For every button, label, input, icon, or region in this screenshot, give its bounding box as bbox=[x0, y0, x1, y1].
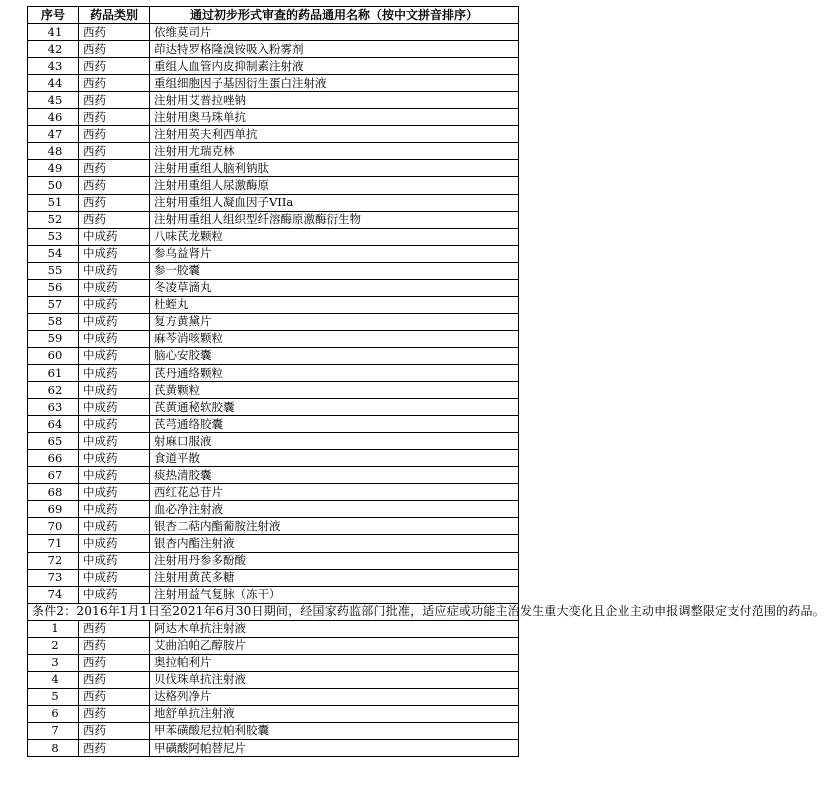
table-row bbox=[28, 364, 519, 381]
row-drug-name: 射麻口服液 bbox=[150, 433, 519, 450]
row-drug-name: 注射用益气复脉（冻干） bbox=[150, 586, 519, 603]
row-drug-name: 参一胶囊 bbox=[150, 262, 519, 279]
row-drug-name: 芪黄通秘软胶囊 bbox=[150, 399, 519, 416]
row-drug-name: 甲苯磺酸尼拉帕利胶囊 bbox=[150, 722, 519, 739]
table-row bbox=[28, 416, 519, 433]
row-number: 64 bbox=[28, 416, 79, 433]
row-category: 西药 bbox=[79, 637, 150, 654]
table-row bbox=[28, 262, 519, 279]
row-category: 中成药 bbox=[79, 586, 150, 603]
table-row bbox=[28, 654, 519, 671]
table-body-condition-1 bbox=[28, 24, 519, 604]
row-number: 59 bbox=[28, 330, 79, 347]
row-number: 4 bbox=[28, 671, 79, 688]
row-number: 57 bbox=[28, 296, 79, 313]
row-category: 西药 bbox=[79, 109, 150, 126]
table-row bbox=[28, 75, 519, 92]
row-drug-name: 食道平散 bbox=[150, 450, 519, 467]
row-number: 60 bbox=[28, 347, 79, 364]
row-category: 西药 bbox=[79, 75, 150, 92]
table-row bbox=[28, 450, 519, 467]
row-number: 67 bbox=[28, 467, 79, 484]
row-drug-name: 注射用艾普拉唑钠 bbox=[150, 92, 519, 109]
drug-list-table bbox=[27, 6, 825, 757]
table-row bbox=[28, 92, 519, 109]
row-category: 西药 bbox=[79, 92, 150, 109]
table-row bbox=[28, 143, 519, 160]
row-number: 47 bbox=[28, 126, 79, 143]
row-category: 中成药 bbox=[79, 279, 150, 296]
table-body-condition-2 bbox=[28, 620, 519, 756]
row-category: 中成药 bbox=[79, 467, 150, 484]
row-category: 西药 bbox=[79, 160, 150, 177]
row-number: 5 bbox=[28, 688, 79, 705]
row-drug-name: 注射用重组人尿激酶原 bbox=[150, 177, 519, 194]
table-row bbox=[28, 688, 519, 705]
row-category: 西药 bbox=[79, 177, 150, 194]
row-category: 西药 bbox=[79, 24, 150, 41]
row-number: 63 bbox=[28, 399, 79, 416]
table-row bbox=[28, 347, 519, 364]
table-row bbox=[28, 245, 519, 262]
row-number: 58 bbox=[28, 313, 79, 330]
row-category: 中成药 bbox=[79, 347, 150, 364]
row-number: 52 bbox=[28, 211, 79, 228]
row-drug-name: 杜蛭丸 bbox=[150, 296, 519, 313]
row-category: 中成药 bbox=[79, 535, 150, 552]
row-category: 西药 bbox=[79, 58, 150, 75]
row-number: 1 bbox=[28, 620, 79, 637]
row-drug-name: 注射用英夫利西单抗 bbox=[150, 126, 519, 143]
table-row bbox=[28, 126, 519, 143]
row-number: 62 bbox=[28, 382, 79, 399]
row-category: 中成药 bbox=[79, 296, 150, 313]
table-row bbox=[28, 109, 519, 126]
table-row bbox=[28, 740, 519, 757]
row-drug-name: 重组人血管内皮抑制素注射液 bbox=[150, 58, 519, 75]
row-category: 中成药 bbox=[79, 416, 150, 433]
row-drug-name: 西红花总苷片 bbox=[150, 484, 519, 501]
row-drug-name: 痰热清胶囊 bbox=[150, 467, 519, 484]
table-row bbox=[28, 194, 519, 211]
table-row bbox=[28, 211, 519, 228]
row-number: 43 bbox=[28, 58, 79, 75]
row-drug-name: 阿达木单抗注射液 bbox=[150, 620, 519, 637]
row-category: 西药 bbox=[79, 688, 150, 705]
header-category: 药品类别 bbox=[79, 7, 150, 24]
row-number: 7 bbox=[28, 722, 79, 739]
row-number: 46 bbox=[28, 109, 79, 126]
row-number: 42 bbox=[28, 41, 79, 58]
table-row bbox=[28, 24, 519, 41]
row-number: 61 bbox=[28, 364, 79, 381]
row-drug-name: 奥拉帕利片 bbox=[150, 654, 519, 671]
row-category: 中成药 bbox=[79, 330, 150, 347]
row-drug-name: 银杏内酯注射液 bbox=[150, 535, 519, 552]
row-number: 71 bbox=[28, 535, 79, 552]
row-category: 中成药 bbox=[79, 313, 150, 330]
row-category: 中成药 bbox=[79, 433, 150, 450]
table-row bbox=[28, 313, 519, 330]
row-number: 68 bbox=[28, 484, 79, 501]
table-row bbox=[28, 228, 519, 245]
row-drug-name: 注射用重组人组织型纤溶酶原激酶衍生物 bbox=[150, 211, 519, 228]
table-row bbox=[28, 467, 519, 484]
row-drug-name: 芪丹通络颗粒 bbox=[150, 364, 519, 381]
row-drug-name: 注射用黄芪多糖 bbox=[150, 569, 519, 586]
table-row bbox=[28, 586, 519, 603]
row-category: 西药 bbox=[79, 722, 150, 739]
row-number: 74 bbox=[28, 586, 79, 603]
row-category: 中成药 bbox=[79, 228, 150, 245]
table-row bbox=[28, 41, 519, 58]
row-drug-name: 芪黄颗粒 bbox=[150, 382, 519, 399]
row-drug-name: 注射用重组人凝血因子VIIa bbox=[150, 194, 519, 211]
row-drug-name: 注射用重组人脑利钠肽 bbox=[150, 160, 519, 177]
condition-note-row bbox=[28, 603, 519, 620]
table-row bbox=[28, 552, 519, 569]
table-row bbox=[28, 569, 519, 586]
table-row bbox=[28, 705, 519, 722]
row-number: 56 bbox=[28, 279, 79, 296]
row-number: 41 bbox=[28, 24, 79, 41]
row-category: 中成药 bbox=[79, 245, 150, 262]
table-row bbox=[28, 637, 519, 654]
table-row bbox=[28, 484, 519, 501]
header-number: 序号 bbox=[28, 7, 79, 24]
table-row bbox=[28, 399, 519, 416]
row-drug-name: 复方黄黛片 bbox=[150, 313, 519, 330]
row-number: 73 bbox=[28, 569, 79, 586]
row-category: 中成药 bbox=[79, 501, 150, 518]
row-category: 西药 bbox=[79, 194, 150, 211]
row-number: 51 bbox=[28, 194, 79, 211]
row-number: 8 bbox=[28, 740, 79, 757]
row-category: 中成药 bbox=[79, 518, 150, 535]
table-row bbox=[28, 722, 519, 739]
table-row bbox=[28, 330, 519, 347]
row-drug-name: 注射用尤瑞克林 bbox=[150, 143, 519, 160]
row-number: 66 bbox=[28, 450, 79, 467]
row-number: 54 bbox=[28, 245, 79, 262]
row-drug-name: 依维莫司片 bbox=[150, 24, 519, 41]
row-number: 55 bbox=[28, 262, 79, 279]
table-row bbox=[28, 671, 519, 688]
row-category: 中成药 bbox=[79, 364, 150, 381]
condition-2-note: 条件2：2016年1月1日至2021年6月30日期间，经国家药监部门批准，适应症或功能主治发生重大变化且企业主动申报调整限定支付范围的药品。 bbox=[28, 603, 519, 620]
row-drug-name: 艾曲泊帕乙醇胺片 bbox=[150, 637, 519, 654]
row-category: 西药 bbox=[79, 654, 150, 671]
row-number: 48 bbox=[28, 143, 79, 160]
table-row bbox=[28, 433, 519, 450]
row-number: 2 bbox=[28, 637, 79, 654]
row-drug-name: 茚达特罗格隆溴铵吸入粉雾剂 bbox=[150, 41, 519, 58]
row-number: 50 bbox=[28, 177, 79, 194]
row-category: 西药 bbox=[79, 740, 150, 757]
row-category: 西药 bbox=[79, 705, 150, 722]
row-number: 53 bbox=[28, 228, 79, 245]
row-drug-name: 地舒单抗注射液 bbox=[150, 705, 519, 722]
row-category: 西药 bbox=[79, 620, 150, 637]
table-header-row bbox=[28, 7, 519, 24]
row-drug-name: 八味芪龙颗粒 bbox=[150, 228, 519, 245]
table-row bbox=[28, 501, 519, 518]
row-drug-name: 注射用奥马珠单抗 bbox=[150, 109, 519, 126]
row-drug-name: 血必净注射液 bbox=[150, 501, 519, 518]
row-number: 45 bbox=[28, 92, 79, 109]
row-category: 中成药 bbox=[79, 450, 150, 467]
row-drug-name: 重组细胞因子基因衍生蛋白注射液 bbox=[150, 75, 519, 92]
row-number: 6 bbox=[28, 705, 79, 722]
table-row bbox=[28, 58, 519, 75]
row-category: 中成药 bbox=[79, 262, 150, 279]
row-drug-name: 麻芩消咳颗粒 bbox=[150, 330, 519, 347]
row-number: 3 bbox=[28, 654, 79, 671]
row-number: 44 bbox=[28, 75, 79, 92]
row-category: 中成药 bbox=[79, 569, 150, 586]
row-number: 69 bbox=[28, 501, 79, 518]
row-drug-name: 芪芎通络胶囊 bbox=[150, 416, 519, 433]
row-category: 西药 bbox=[79, 671, 150, 688]
condition-section bbox=[28, 603, 825, 620]
row-drug-name: 冬凌草滴丸 bbox=[150, 279, 519, 296]
row-drug-name: 脑心安胶囊 bbox=[150, 347, 519, 364]
table-row bbox=[28, 620, 519, 637]
row-number: 72 bbox=[28, 552, 79, 569]
row-category: 西药 bbox=[79, 41, 150, 58]
row-drug-name: 甲磺酸阿帕替尼片 bbox=[150, 740, 519, 757]
table-row bbox=[28, 279, 519, 296]
row-category: 中成药 bbox=[79, 382, 150, 399]
row-category: 中成药 bbox=[79, 399, 150, 416]
row-drug-name: 参乌益肾片 bbox=[150, 245, 519, 262]
table-row bbox=[28, 296, 519, 313]
row-number: 65 bbox=[28, 433, 79, 450]
row-category: 西药 bbox=[79, 211, 150, 228]
row-drug-name: 银杏二萜内酯葡胺注射液 bbox=[150, 518, 519, 535]
table-row bbox=[28, 535, 519, 552]
row-drug-name: 达格列净片 bbox=[150, 688, 519, 705]
row-number: 49 bbox=[28, 160, 79, 177]
row-category: 中成药 bbox=[79, 484, 150, 501]
row-number: 70 bbox=[28, 518, 79, 535]
row-category: 西药 bbox=[79, 126, 150, 143]
row-category: 中成药 bbox=[79, 552, 150, 569]
row-category: 西药 bbox=[79, 143, 150, 160]
table-row bbox=[28, 518, 519, 535]
table-row bbox=[28, 160, 519, 177]
row-drug-name: 贝伐珠单抗注射液 bbox=[150, 671, 519, 688]
table-row bbox=[28, 382, 519, 399]
header-drug-name: 通过初步形式审查的药品通用名称（按中文拼音排序） bbox=[150, 7, 519, 24]
table-row bbox=[28, 177, 519, 194]
row-drug-name: 注射用丹参多酚酸 bbox=[150, 552, 519, 569]
